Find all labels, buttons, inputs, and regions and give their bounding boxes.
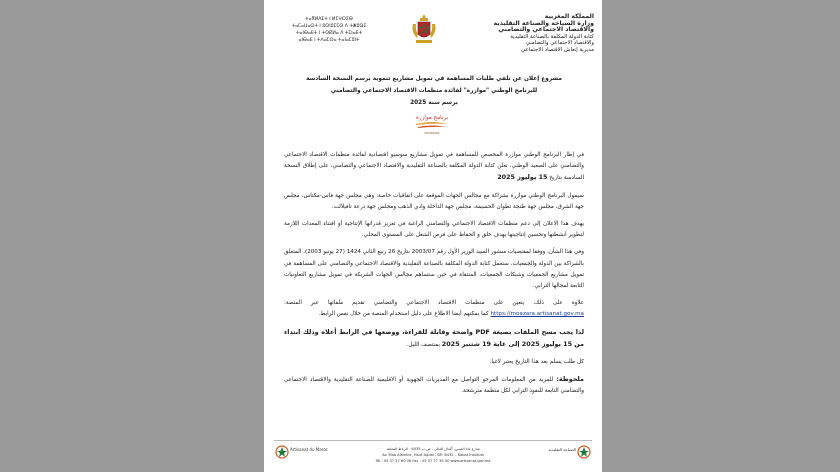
deadline-bold-text: لذا يجب مسح الملفات بصيغة PDF واضحة وقابلة للقراءة، ووضعها في الرابط أعلاه وذلك ابتداء من 15 يوليوز 2025 إلى غاية 19 شتنبر 2025 <box>284 327 584 348</box>
tifinagh-line: ⵜⴰⵏⴱⴰⴹⵜ ⵏ ⵜⵙⴽⵍⴰ ⴷ ⵜⵎⵏⴰⴹⵜ <box>296 31 362 36</box>
paragraph-objective: يهدف هذا الاعلان إلى دعم منظمات الاقتصاد الاجتماعي والتضامني الراغبة في تعزيز قدراتها الإنتاجية أو اقتناء المعدات اللازمة لتطوير أنشطتها وتحسين إنتاجيتها بهدف خلق و الحفاظ على فرص الشغل على المستوى المحلي. <box>284 221 584 239</box>
directorate-label: مديرية إنعاش الاقتصاد الاجتماعي <box>520 46 594 53</box>
note-label: ملحوظة: <box>556 375 584 384</box>
kingdom-label: المملكة المغربية <box>544 13 594 20</box>
platform-intro-text: علاوة على ذلك، يتعين على منظمات الاقتصاد الاجتماعي والتضامني تقديم ملفاتها عبر المنصة: <box>284 300 584 307</box>
tifinagh-line: ⵜⴰⴳⵍⴷⵉⵜ ⵏ ⵍⵎⵖⵔⵉⴱ <box>305 17 353 22</box>
platform-guide-text: كما يمكنهم أيضا الاطلاع على دليل استخدام المنصة من خلال نفس الرابط. <box>318 311 489 318</box>
left-gutter <box>0 0 264 472</box>
launch-date: 15 يوليوز 2025 <box>497 173 548 182</box>
footer-separator <box>274 440 592 441</box>
paragraph-legal-basis: وفي هذا الشأن، ووفقا لمقتضيات منشور السيد الوزير الأول رقم 2003/07 بتاريخ 26 ربيع الثاني 1424 (27 يونيو 2003)، المتعلق بالشراكة بين الدولة والجمعيات، ستعمل كتابة الدولة المكلفة بالصناعة التقليدية والاقتصاد الاجتماعي والتضامني على المساهمة في تمويل مشاريع الجمعيات وشبكات الجمعيات، المنتقاة في حين ستساهم مجالس الجهات الشريكة في تمويل مشاريع التعاونيات التابعة لمجالها الترابي. <box>284 249 584 290</box>
paragraph-intro-text: في إطار البرنامج الوطني موازرة المخصص للمساهمة في تمويل مشاريع سوسيو اقتصادية لفائدة منظمات الاقتصاد الاجتماعي والتضامني على الصعيد الوطني، تعلن كتابة الدولة المكلفة بالصناعة التقليدية والاقتصاد الاجتماعي والتضامني، على إطلاق النسخة السادسة بتاريخ <box>284 152 584 182</box>
tifinagh-line: ⴰⵏⴱⴰⴹ ⵏ ⵜⴷⴰⵎⵙⴰ ⵜⴰⵏⴰⵎⵓⵏⵜ <box>298 38 360 43</box>
title-line-3: برسم سنة 2025 <box>410 100 458 106</box>
ministry-header <box>474 14 594 54</box>
contact-line: Tél : 05 37 27 60 06 Fax : 05 37 77 35 40 www.artisanat.gov.ma <box>375 459 491 463</box>
announcement-title <box>304 73 564 109</box>
ministry-line: كتابة الدولة المكلفة بالصناعة التقليدية <box>510 33 594 40</box>
paragraph-note <box>284 374 584 397</box>
artisanat-logo-text: Artisanat du Maroc <box>290 447 328 452</box>
tifinagh-header <box>274 16 384 44</box>
title-line-2: للبرنامج الوطني "موازرة" لفائدة منظمات الاقتصاد الاجتماعي والتضامني <box>330 88 538 94</box>
right-gutter <box>602 0 840 472</box>
artisanat-ar-logo-text: الصناعة التقليدية <box>548 447 576 452</box>
paragraph-intro <box>284 150 584 185</box>
platform-link[interactable]: https://moazara.artisanat.gov.ma <box>490 311 584 318</box>
title-line-1: مشروع إعلان عن تلقي طلبات المساهمة في تمويل مشاريع تنموية برسم النسخة السادسة <box>306 76 562 82</box>
paragraph-late-submissions: كل طلب يسلم بعد هذا التاريخ يعتبر لاغيا. <box>489 359 584 366</box>
artisanat-ar-logo-icon <box>548 442 592 464</box>
ministry-line: والاقتصاد الاجتماعي والتضامني <box>525 40 594 47</box>
artisanat-du-maroc-logo-icon <box>274 442 328 464</box>
paragraph-deadline <box>284 327 584 351</box>
announcement-body <box>284 150 584 404</box>
document-footer <box>274 440 592 466</box>
note-text: للمزيد من المعلومات المرجو التواصل مع المديريات الجهوية أو الاقليمية للصناعة التقليدية والاقتصاد الاجتماعي والتضامني التابعة للنفوذ الترابي لكل منظمة مترشحة. <box>284 377 584 395</box>
mouazara-logo-text: برنامج موازرة <box>415 115 449 121</box>
ministry-line: وزارة السياحة والصناعة التقليدية <box>493 19 594 27</box>
deadline-tail-text: بمنتصف الليل. <box>406 341 440 348</box>
tifinagh-line: ⵜⴰⵎⴰⵡⴰⵙⵜ ⵏ ⵓⵙⵏⵓⵎⵎⵙ ⴷ ⵜⵥⵓⵕⵉ <box>291 24 367 29</box>
address-fr: Av. Maa Alainine, Haut Agdal - BP: 6435 – Rabat Instituts <box>382 453 484 457</box>
footer-address <box>320 446 546 464</box>
paragraph-partners: سيمول البرنامج الوطني موازرة بشراكة مع مجالس الجهات الموقعة على اتفاقيات خاصة، وهي مجلس جهة فاس-مكناس، مجلس جهة الشرق، مجلس جهة طنجة تطوان الحسيمة، مجلس جهة الداخلة وادي الذهب ومجلس جهة درعة تافيلالت. <box>284 192 584 210</box>
mouazara-logo-icon <box>410 112 454 136</box>
document-page <box>264 0 602 472</box>
ministry-line: والاقتصاد الاجتماعي والتضامني <box>498 26 594 34</box>
address-ar: شارع ماء العينين، أكدال العالي - ص.ب 6435 - الرباط المعاهد <box>386 447 480 451</box>
paragraph-platform <box>284 298 584 320</box>
royal-emblem-icon <box>410 12 438 46</box>
mouazara-logo-subtext: MOUAZARA <box>424 132 440 135</box>
